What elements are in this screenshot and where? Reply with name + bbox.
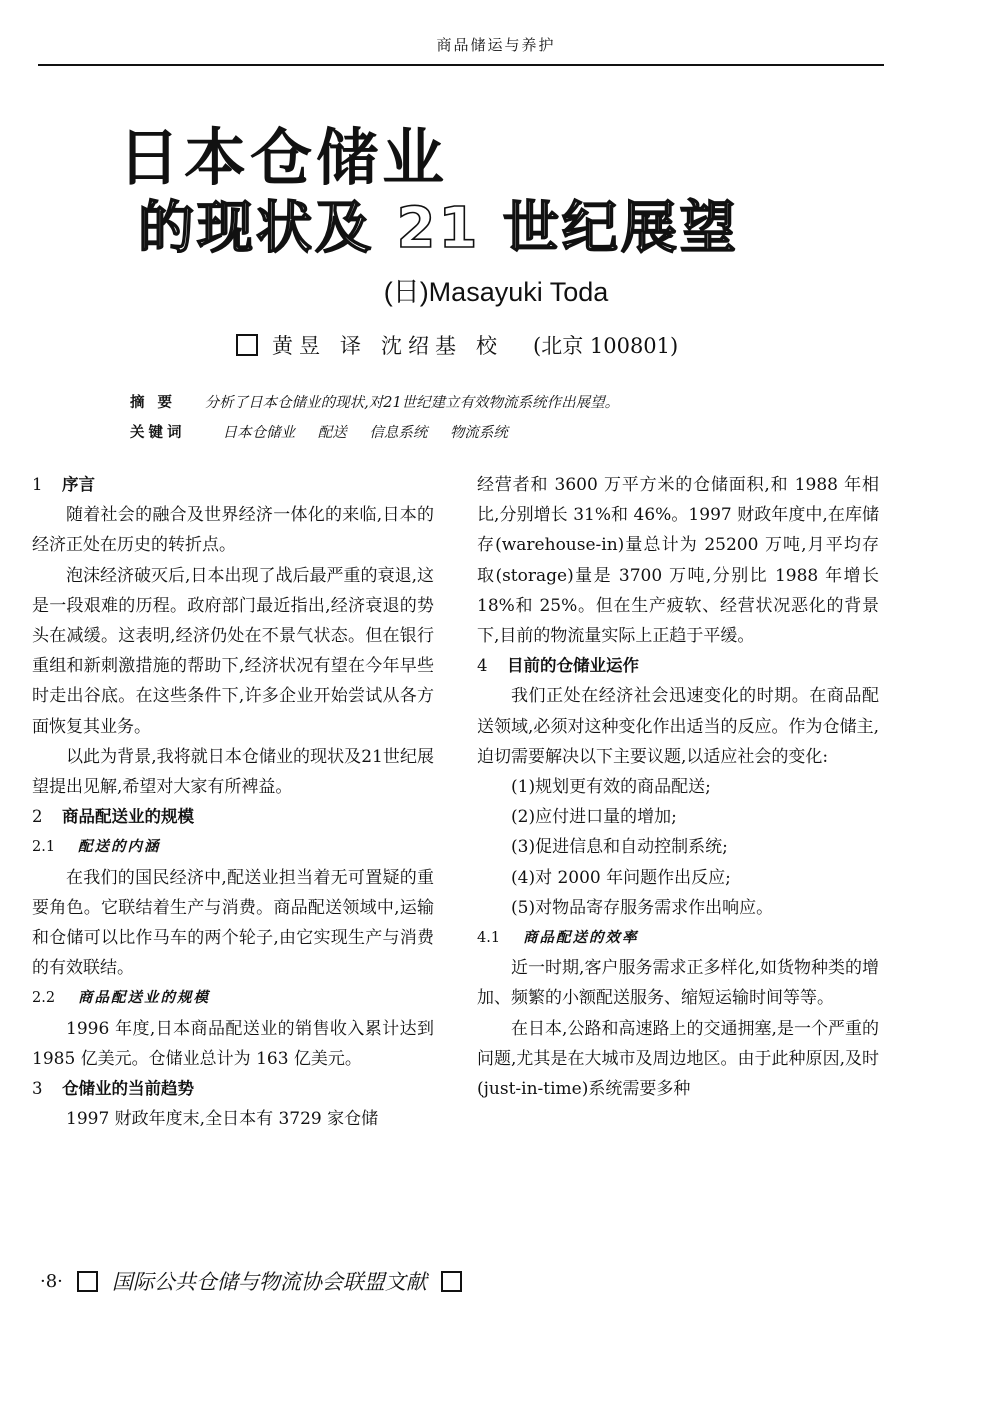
section-heading: 3 仓储业的当前趋势 bbox=[32, 1079, 194, 1099]
left-column bbox=[32, 470, 434, 1134]
article-title-line1: 日本仓储业 bbox=[118, 121, 449, 194]
subsection-heading: 4.1 商品配送的效率 bbox=[477, 929, 639, 947]
translate-verb: 译 bbox=[340, 334, 367, 358]
paragraph: 1996 年度,日本商品配送业的销售收入累计达到 1985 亿美元。仓储业总计为 163 亿美元。 bbox=[32, 1018, 434, 1069]
section-heading: 2 商品配送业的规模 bbox=[32, 807, 194, 827]
keyword: 物流系统 bbox=[449, 425, 508, 441]
subsection-heading: 2.1 配送的内涵 bbox=[32, 838, 161, 856]
box-icon bbox=[77, 1271, 98, 1292]
translator-line bbox=[236, 330, 678, 360]
section-heading: 4 目前的仓储业运作 bbox=[477, 656, 639, 676]
review-verb: 校 bbox=[476, 334, 503, 358]
header-rule bbox=[38, 64, 884, 66]
list-item: (1)规划更有效的商品配送; bbox=[511, 777, 711, 798]
running-head: 商品储运与养护 bbox=[436, 36, 556, 54]
list-item: (5)对物品寄存服务需求作出响应。 bbox=[511, 897, 774, 918]
box-icon bbox=[441, 1271, 462, 1292]
section-heading: 1 序言 bbox=[32, 475, 95, 494]
paragraph: 以此为背景,我将就日本仓储业的现状及21世纪展望提出见解,希望对大家有所裨益。 bbox=[32, 746, 434, 798]
abstract-block bbox=[130, 388, 619, 448]
keyword: 日本仓储业 bbox=[222, 425, 296, 441]
paragraph: 近一时期,客户服务需求正多样化,如货物种类的增加、频繁的小额配送服务、缩短运输时间等等。 bbox=[477, 958, 879, 1009]
paragraph: 经营者和 3600 万平方米的仓储面积,和 1988 年相比,分别增长 31%和 46%。1997 财政年度中,在库储存(warehouse-in)量总计为 25200 万吨,月平均存取(storage)量是 3700 万吨,分别比 1988 年增长 18%和 25%。但在生产疲软、经营状况恶化的背景下,目前的物流量实际上正趋于平缓。 bbox=[477, 475, 879, 647]
affiliation: (北京 100801) bbox=[533, 334, 679, 358]
list-item: (4)对 2000 年问题作出反应; bbox=[511, 867, 731, 888]
abstract-label: 摘 要 bbox=[130, 394, 177, 411]
keyword: 配送 bbox=[317, 425, 347, 441]
keywords-row bbox=[130, 418, 619, 448]
list-item: (2)应付进口量的增加; bbox=[511, 807, 677, 828]
list-item: (3)促进信息和自动控制系统; bbox=[511, 837, 728, 858]
page-footer bbox=[40, 1266, 462, 1296]
paragraph: 在我们的国民经济中,配送业担当着无可置疑的重要角色。它联结着生产与消费。商品配送领域中,运输和仓储可以比作马车的两个轮子,由它实现生产与消费的有效联结。 bbox=[32, 867, 434, 979]
page-number: ·8· bbox=[40, 1270, 63, 1292]
abstract-row bbox=[130, 388, 619, 418]
author: (日)Masayuki Toda bbox=[383, 277, 609, 307]
subsection-heading: 2.2 商品配送业的规模 bbox=[32, 989, 210, 1007]
keyword: 信息系统 bbox=[369, 425, 428, 441]
issue-list bbox=[477, 772, 879, 923]
footer-source: 国际公共仓储与物流协会联盟文献 bbox=[111, 1270, 427, 1294]
article-title-line2: 的现状及 21 世纪展望 bbox=[138, 196, 739, 261]
box-icon bbox=[236, 334, 258, 356]
paragraph: 随着社会的融合及世界经济一体化的来临,日本的经济正处在历史的转折点。 bbox=[32, 505, 434, 556]
keywords-label: 关键词 bbox=[130, 424, 186, 441]
translator-name: 黄昱 bbox=[272, 334, 326, 358]
reviewer-name: 沈绍基 bbox=[381, 334, 462, 358]
right-column bbox=[477, 470, 879, 1104]
paragraph: 泡沫经济破灭后,日本出现了战后最严重的衰退,这是一段艰难的历程。政府部门最近指出,经济衰退的势头在减缓。这表明,经济仍处在不景气状态。但在银行重组和新刺激措施的帮助下,经济状况有望在今年早些时走出谷底。在这些条件下,许多企业开始尝试从各方面恢复其业务。 bbox=[32, 565, 434, 737]
abstract-text: 分析了日本仓储业的现状,对21世纪建立有效物流系统作出展望。 bbox=[204, 395, 620, 411]
paragraph: 1997 财政年度末,全日本有 3729 家仓储 bbox=[66, 1109, 379, 1130]
paragraph: 在日本,公路和高速路上的交通拥塞,是一个严重的问题,尤其是在大城市及周边地区。由于此种原因,及时(just-in-time)系统需要多种 bbox=[477, 1018, 879, 1100]
paragraph: 我们正处在经济社会迅速变化的时期。在商品配送领域,必须对这种变化作出适当的反应。作为仓储主,迫切需要解决以下主要议题,以适应社会的变化: bbox=[477, 686, 879, 767]
